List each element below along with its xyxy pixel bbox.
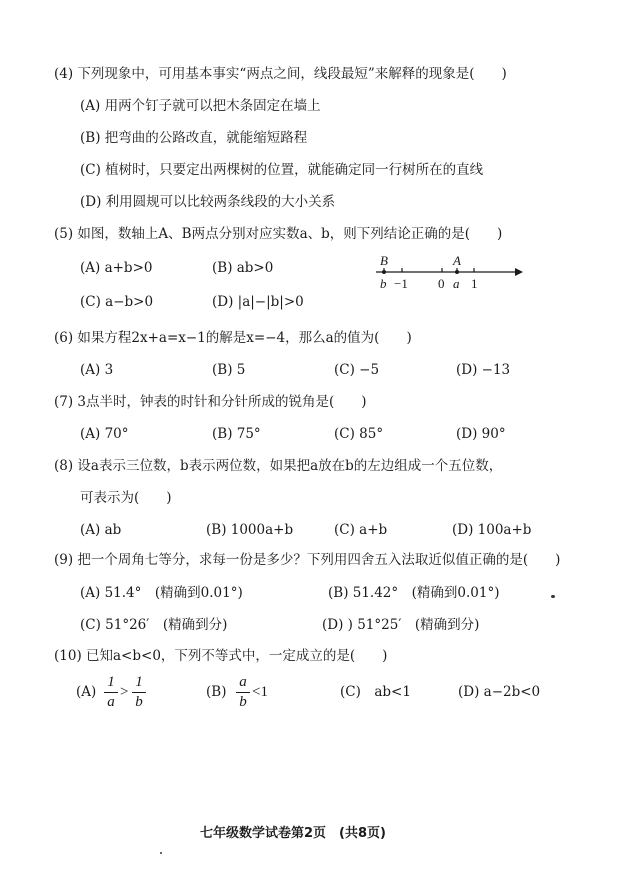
q4-option-c: (C) 植树时，只要定出两棵树的位置，就能确定同一行树所在的直线 bbox=[80, 162, 484, 178]
label-point-A: A bbox=[453, 253, 461, 268]
label-one: 1 bbox=[471, 276, 478, 291]
point-b-dot bbox=[382, 270, 386, 274]
q8-option-c: (C) a+b bbox=[334, 522, 388, 538]
q6-option-a: (A) 3 bbox=[80, 362, 114, 378]
fraction-bar bbox=[104, 692, 118, 693]
q4-option-b: (B) 把弯曲的公路改直，就能缩短路程 bbox=[80, 130, 308, 146]
q7-option-c: (C) 85° bbox=[334, 426, 384, 442]
q10-option-a-fraction-right bbox=[132, 674, 146, 711]
label-minus-one: −1 bbox=[394, 276, 408, 291]
q5-option-d: (D) |a|−|b|>0 bbox=[212, 294, 304, 310]
number-line-figure bbox=[370, 252, 530, 298]
q5-stem: (5) 如图，数轴上A、B两点分别对应实数a、b，则下列结论正确的是( ) bbox=[54, 226, 503, 242]
q10-option-c: (C) ab<1 bbox=[340, 684, 411, 700]
fraction-bar bbox=[132, 692, 146, 693]
q4-option-a: (A) 用两个钉子就可以把木条固定在墙上 bbox=[80, 98, 321, 114]
fraction-denominator: b bbox=[135, 694, 143, 710]
q10-stem: (10) 已知a<b<0，下列不等式中，一定成立的是( ) bbox=[54, 648, 388, 664]
scan-speck bbox=[160, 852, 162, 854]
q5-option-c: (C) a−b>0 bbox=[80, 294, 154, 310]
q7-option-a: (A) 70° bbox=[80, 426, 129, 442]
q10-option-b-label: (B) bbox=[206, 684, 227, 700]
q7-option-d: (D) 90° bbox=[456, 426, 506, 442]
q6-option-b: (B) 5 bbox=[212, 362, 246, 378]
q9-option-b: (B) 51.42° (精确到0.01°) bbox=[328, 585, 500, 601]
label-zero: 0 bbox=[438, 276, 445, 291]
q10-option-b-rest: <1 bbox=[252, 684, 268, 700]
q7-option-b: (B) 75° bbox=[212, 426, 261, 442]
fraction-denominator: a bbox=[107, 694, 115, 710]
q10-option-a-operator: > bbox=[120, 684, 129, 700]
number-line-arrow bbox=[515, 268, 523, 276]
q8-option-b: (B) 1000a+b bbox=[206, 522, 294, 538]
q10-option-a-label: (A) bbox=[76, 684, 97, 700]
label-b: b bbox=[380, 276, 387, 291]
q6-stem: (6) 如果方程2x+a=x−1的解是x=−4，那么a的值为( ) bbox=[54, 330, 412, 346]
q8-option-a: (A) ab bbox=[80, 522, 122, 538]
q10-option-b-fraction bbox=[236, 674, 250, 711]
fraction-bar bbox=[236, 692, 250, 693]
q8-option-d: (D) 100a+b bbox=[452, 522, 532, 538]
q9-option-c: (C) 51°26′ (精确到分) bbox=[80, 617, 228, 633]
q9-option-a: (A) 51.4° (精确到0.01°) bbox=[80, 585, 243, 601]
q6-option-c: (C) −5 bbox=[334, 362, 380, 378]
page-footer: 七年级数学试卷第2页 (共8页) bbox=[200, 826, 386, 841]
q9-stem: (9) 把一个周角七等分，求每一份是多少？下列用四舍五入法取近似值正确的是( ) bbox=[54, 552, 561, 568]
scan-speck bbox=[551, 595, 555, 598]
q7-stem: (7) 3点半时，钟表的时针和分针所成的锐角是( ) bbox=[54, 394, 367, 410]
q10-option-a-fraction-left bbox=[104, 674, 118, 711]
q8-stem: (8) 设a表示三位数，b表示两位数，如果把a放在b的左边组成一个五位数， bbox=[54, 458, 503, 474]
q6-option-d: (D) −13 bbox=[456, 362, 511, 378]
fraction-numerator: a bbox=[239, 674, 247, 690]
fraction-denominator: b bbox=[239, 694, 247, 710]
q5-option-a: (A) a+b>0 bbox=[80, 260, 153, 276]
label-a: a bbox=[453, 276, 460, 291]
label-point-B: B bbox=[380, 253, 388, 268]
q4-stem: (4) 下列现象中，可用基本事实“两点之间，线段最短”来解释的现象是( ) bbox=[54, 66, 507, 82]
point-a-dot bbox=[455, 270, 459, 274]
q5-option-b: (B) ab>0 bbox=[212, 260, 274, 276]
q10-option-d: (D) a−2b<0 bbox=[458, 684, 541, 700]
fraction-numerator: 1 bbox=[135, 674, 143, 690]
q9-option-d: (D) ) 51°25′ (精确到分) bbox=[322, 617, 480, 633]
fraction-numerator: 1 bbox=[107, 674, 115, 690]
q4-option-d: (D) 利用圆规可以比较两条线段的大小关系 bbox=[80, 194, 336, 210]
q8-stem-continued: 可表示为( ) bbox=[80, 490, 172, 506]
